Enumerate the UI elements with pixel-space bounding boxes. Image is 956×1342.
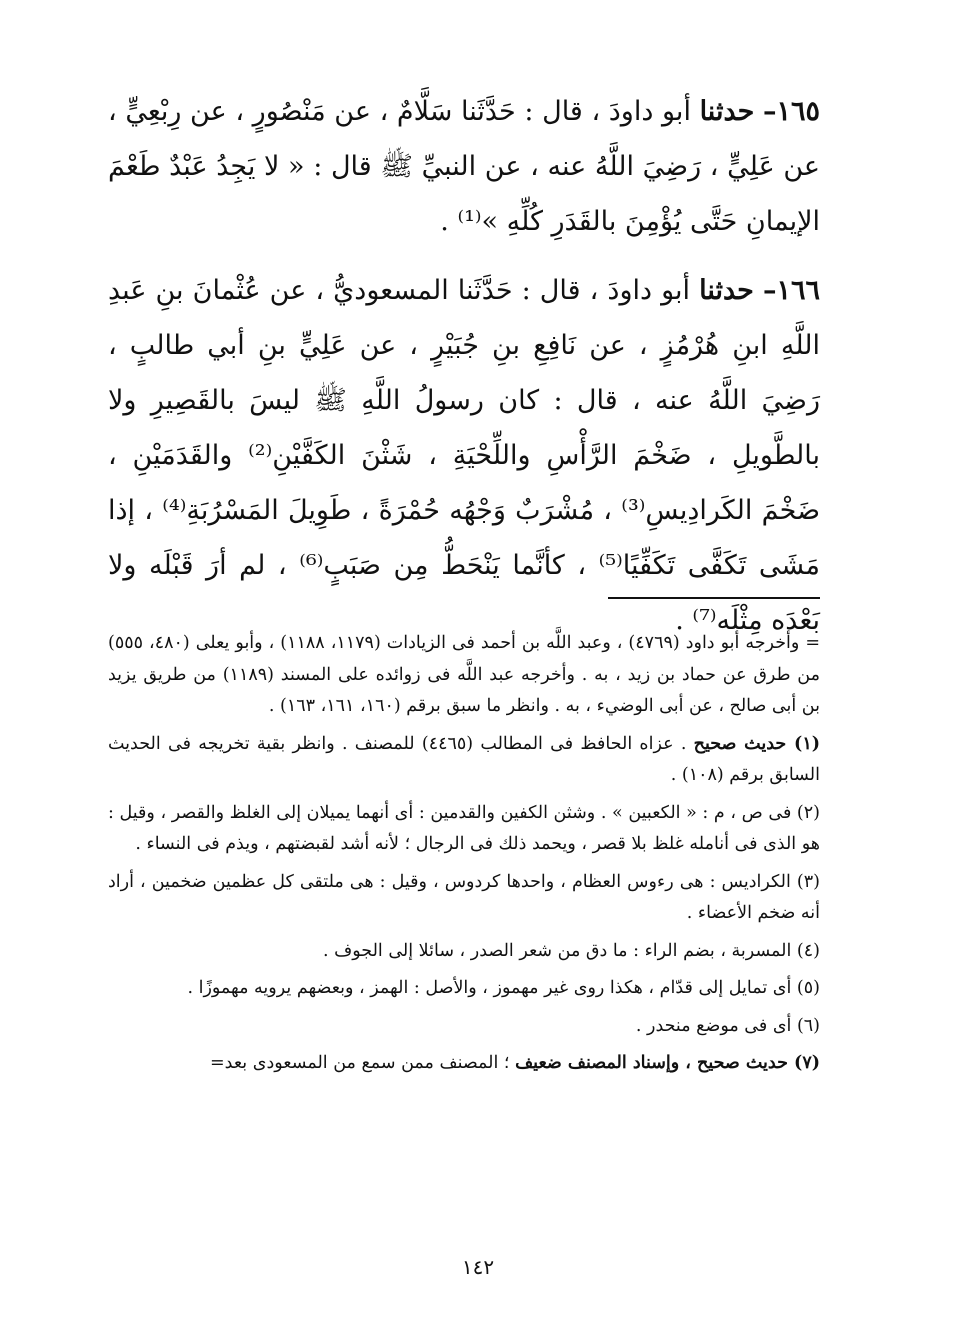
hadith-text: أبو داودَ ، قال : حَدَّثَنا سَلَّامٌ ، عن مَنْصُورٍ ، عن رِبْعِيٍّ ، عن عَلِيٍّ ، رَضِيَ اللَّهُ عنه ، عن النبيِّ ﷺ قال : « لا يَجِدُ عَبْدٌ طَعْمَ الإيمانِ حَتَّى يُؤْمِنَ بالقَدَرِ كُلِّهِ »⁽¹⁾ . — [108, 96, 820, 237]
hadith-lead: حدثنا — [699, 275, 754, 306]
footnote-continuation — [108, 628, 820, 723]
page-number: ١٤٢ — [461, 1255, 495, 1279]
footnote-text: (٥) أى تمايل إلى قدّام ، هكذا روى غير مهموز ، والأصل : الهمز ، وبعضهم يرويه مهموزًا . — [187, 978, 820, 998]
footnote-2 — [108, 798, 820, 861]
hadith-lead: حدثنا — [699, 96, 755, 127]
footnotes — [108, 628, 820, 1086]
footnote-text: (٣) الكراديس : هى رءوس العظام ، واحدها كردوس ، وقيل : هى ملتقى كل عظمين ضخمين ، أراد أنه ضخم الأعضاء . — [108, 871, 820, 923]
footnote-4 — [108, 936, 820, 968]
footnote-bold: (٧) حديث صحيح ، وإسناد المصنف ضعيف — [515, 1053, 820, 1073]
hadith-text: أبو داودَ ، قال : حَدَّثَنا المسعوديُّ ، عن عُثْمانَ بنِ عَبدِ اللَّهِ ابنِ هُرْمُزٍ ، عن نَافِعِ بنِ جُبَيْرٍ ، عن عَلِيٍّ بنِ أبي طالبٍ ، رَضِيَ اللَّهُ عنه ، قال : كان رسولُ اللَّهِ ﷺ ليسَ بالقَصِيرِ ولا بالطَّويلِ ، ضَخْمَ الرَّأْسِ واللِّحْيَةِ ، شَثْنَ الكَفَّيْنِ⁽²⁾ والقَدَمَيْنِ ، ضَخْمَ الكَرادِيسِ⁽³⁾ ، مُشْرَبٌ وَجْهُه حُمْرَةً ، طَوِيلَ المَسْرُبَةِ⁽⁴⁾ ، إذا مَشَى تَكَفَّى تَكَفِّيًا⁽⁵⁾ ، كأنَّما يَنْحَطُّ مِن صَبَبٍ⁽⁶⁾ ، لم أرَ قَبْلَه ولا بَعْدَه مِثْلَه⁽⁷⁾ . — [108, 275, 820, 636]
footnote-text: ؛ المصنف ممن سمع من المسعودى بعد= — [210, 1053, 516, 1073]
footnote-3 — [108, 867, 820, 930]
footnote-text: . عزاه الحافظ فى المطالب (٤٤٦٥) للمصنف . وانظر بقية تخريجه فى الحديث السابق برقم (١٠٨) . — [108, 733, 820, 785]
footnote-6 — [108, 1011, 820, 1043]
hadith-number: ١٦٥– — [762, 96, 820, 127]
footnote-text: (٢) فى ص ، م : « الكعبين » . وشثن الكفين والقدمين : أى أنهما يميلان إلى الغلظ والقصر ، وقيل : هو الذى فى أنامله غلظ بلا قصر ، ويحمد ذلك فى الرجال ؛ لأنه أشد لقبضتهم ، ويذم فى النساء . — [108, 802, 820, 854]
main-text — [108, 84, 820, 662]
hadith-number: ١٦٦– — [762, 275, 820, 306]
footnote-text: (٦) أى فى موضع منحدر . — [635, 1015, 820, 1036]
hadith-166 — [108, 263, 820, 648]
footnote-separator — [608, 597, 820, 599]
footnote-bold: (١) حديث صحيح — [693, 733, 820, 754]
footnote-text: = وأخرجه أبو داود (٤٧٦٩) ، وعبد اللَّه بن أحمد فى الزيادات (١١٧٩، ١١٨٨) ، وأبو يعلى (٤٨٠، ٥٥٥) من طرق عن حماد بن زيد ، به . وأخرجه عبد اللَّه فى زوائده على المسند (١١٨٩) من طريق يزيد بن أبى صالح ، عن أبى الوضيء ، به . وانظر ما سبق برقم (١٦٠، ١٦١، ١٦٣) . — [108, 633, 821, 716]
footnote-1 — [108, 729, 820, 792]
footnote-7 — [108, 1048, 820, 1080]
footnote-text: (٤) المسربة ، بضم الراء : ما دق من شعر الصدر ، سائلا إلى الجوف . — [322, 940, 820, 961]
hadith-165 — [108, 84, 820, 249]
footnote-5 — [108, 973, 820, 1005]
